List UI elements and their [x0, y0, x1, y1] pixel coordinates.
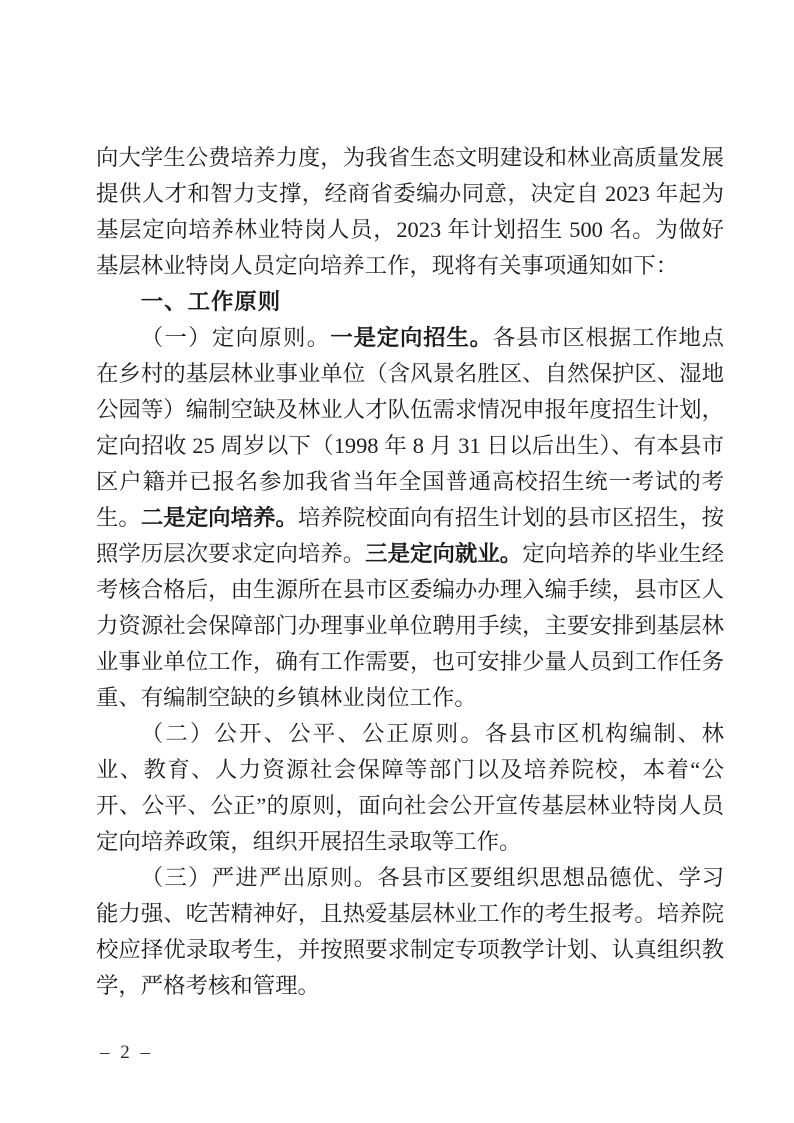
text-run-kai: （三）严进严出原则。 — [140, 865, 378, 891]
text-run-normal: 培养院校面向有招生计划的县市区招生，按照学历层次要求定向培养。 — [96, 505, 725, 566]
section-paragraphs — [96, 320, 724, 1004]
text-run-normal: 各县市区要组织思想品德优、学习能力强、吃苦精神好，且热爱基层林业工作的考生报考。培养院校应择优录取考生，并按照要求制定专项教学计划、认真组织教学，严格考核和管理。 — [96, 865, 725, 998]
intro-paragraph: 向大学生公费培养力度，为我省生态文明建设和林业高质量发展提供人才和智力支撑，经商省委编办同意，决定自 2023 年起为基层定向培养林业特岗人员，2023 年计划招生 500 名。为做好基层林业特岗人员定向培养工作，现将有关事项通知如下： — [96, 145, 724, 278]
paragraph-principle-2 — [96, 716, 724, 860]
text-run-kai: （一）定向原则。 — [140, 325, 331, 351]
section-heading: 一、工作原则 — [140, 289, 282, 314]
text-run-normal: 各县市区根据工作地点在乡村的基层林业事业单位（含风景名胜区、自然保护区、湿地公园等）编制空缺及林业人才队伍需求情况申报年度招生计划，定向招收 25 周岁以下（1998 年 8 月 31 日以后出生）、有本县市区户籍并已报名参加我省当年全国普通高校招生统一考试的考生。 — [96, 325, 725, 530]
text-run-bold: 三是定向就业。 — [365, 541, 523, 566]
text-run-kai: （二）公开、公平、公正原则。 — [140, 721, 485, 747]
paragraph-principle-3 — [96, 860, 724, 1004]
text-run-bold: 二是定向培养。 — [140, 505, 298, 530]
text-run-normal: 定向培养的毕业生经考核合格后，由生源所在县市区委编办办理入编手续，县市区人力资源社会保障部门办理事业单位聘用手续，主要安排到基层林业事业单位工作，确有工作需要，也可安排少量人员到工作任务重、有编制空缺的乡镇林业岗位工作。 — [96, 541, 725, 710]
paragraph-principle-1 — [96, 320, 724, 716]
page-number: – 2 – — [100, 1042, 153, 1063]
text-run-normal: 各县市区机构编制、林业、教育、人力资源社会保障等部门以及培养院校，本着“公开、公平、公正”的原则，面向社会公开宣传基层林业特岗人员定向培养政策，组织开展招生录取等工作。 — [96, 721, 725, 854]
text-run-bold: 一是定向招生。 — [330, 325, 493, 350]
document-body — [96, 140, 724, 1004]
